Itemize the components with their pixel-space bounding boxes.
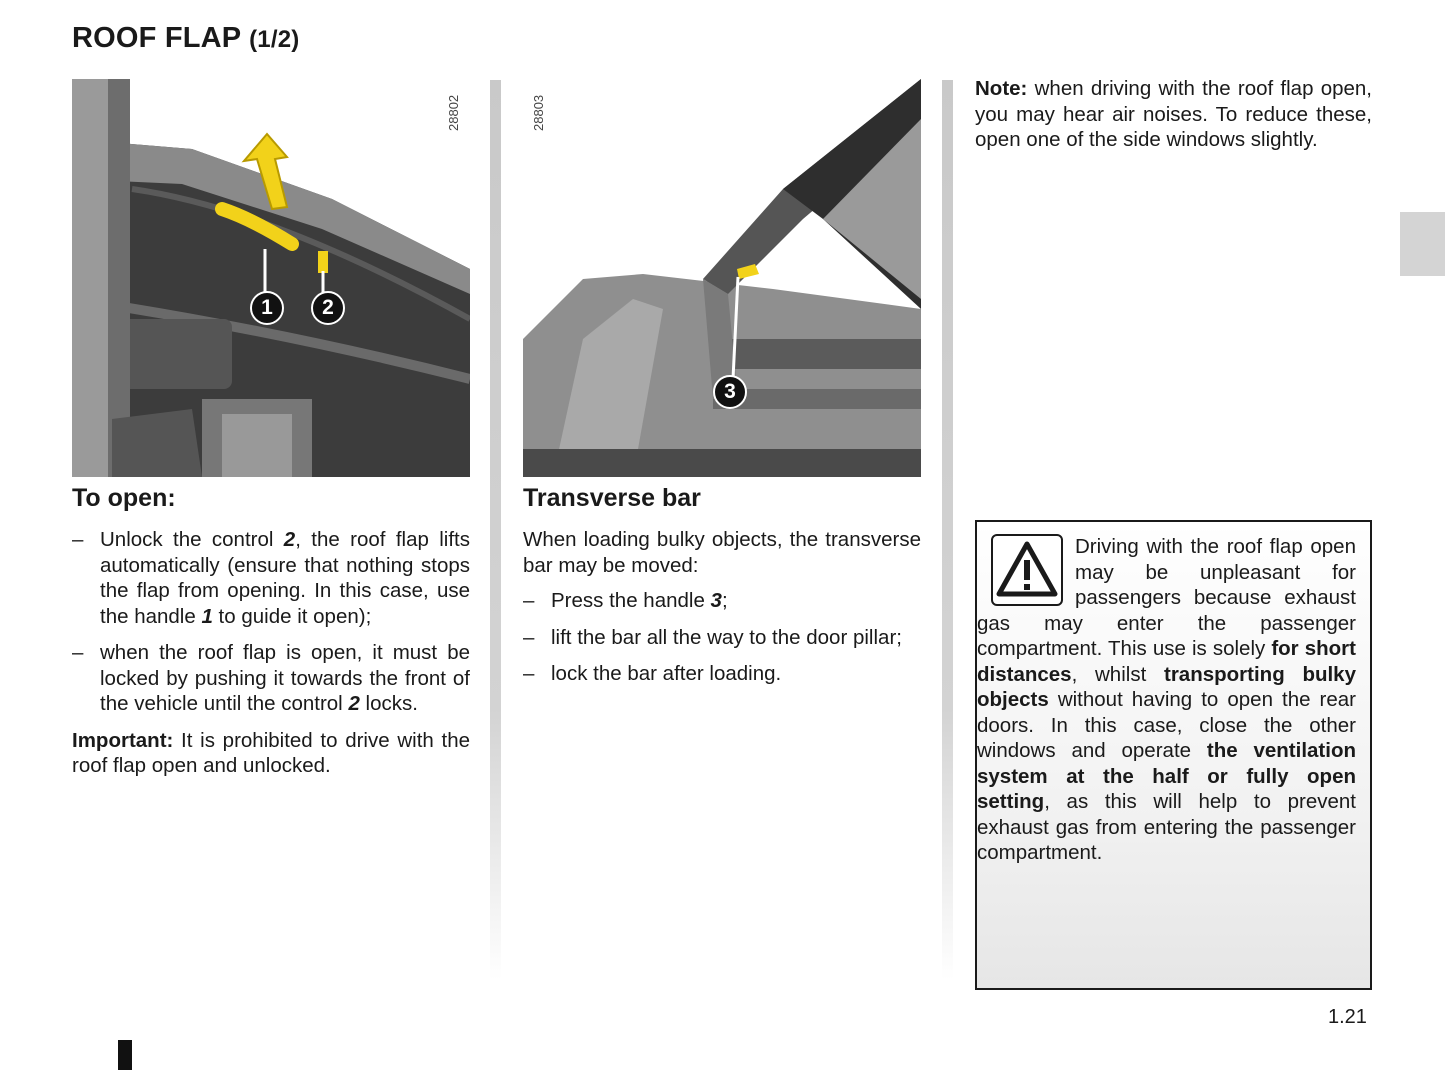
figure-code-left: 28802 [446, 94, 461, 131]
list-item: – lift the bar all the way to the door pillar; [523, 625, 921, 651]
chapter-tab [1400, 212, 1445, 276]
warning-emphasis: for short distances [977, 637, 1356, 686]
important-label: Important: [72, 728, 174, 752]
warning-text-part: , as this will help to prevent exhaust gas from entering the passenger compartment. [977, 790, 1356, 864]
list-item [72, 640, 470, 717]
important-text: It is prohibited to drive with the roof flap open and unlocked. [72, 728, 470, 777]
to-open-steps [72, 527, 470, 717]
figure-code-middle: 28803 [531, 94, 546, 131]
step-text: Unlock the control [100, 528, 284, 551]
warning-text-part: , whilst [1071, 662, 1164, 686]
step-text: locks. [359, 692, 418, 715]
transverse-intro: When loading bulky objects, the transverse bar may be moved: [523, 528, 921, 577]
column-divider-right [942, 80, 953, 980]
transverse-bar-heading: Transverse bar [523, 484, 701, 512]
ref-number: 3 [710, 589, 722, 612]
callout-3: 3 [713, 375, 747, 409]
page-title-part: (1/2) [249, 26, 300, 53]
warning-text-part: without having to open the rear doors. In this case, close the other windows and operate [977, 688, 1356, 762]
list-item: – lock the bar after loading. [523, 661, 921, 687]
to-open-heading: To open: [72, 484, 176, 512]
list-item [72, 527, 470, 629]
list-item [523, 588, 921, 614]
page-number: 1.21 [1328, 1006, 1367, 1028]
transverse-steps [523, 588, 921, 687]
warning-box [975, 520, 1372, 990]
note-label: Note: [975, 77, 1028, 100]
ref-number: 1 [201, 604, 213, 628]
ref-number: 2 [348, 692, 360, 715]
transverse-bar-illustration [523, 79, 921, 477]
warning-emphasis: the ventilation system at the half or fully open setting [977, 739, 1356, 813]
step-text: Press the handle [551, 589, 711, 612]
roof-flap-open-illustration [72, 79, 470, 477]
warning-emphasis: transporting bulky objects [977, 662, 1356, 711]
page-title [72, 22, 299, 55]
step-text: to guide it open); [212, 604, 372, 628]
callout-2: 2 [311, 291, 345, 325]
column-divider-left [490, 80, 501, 980]
warning-triangle-icon [991, 534, 1063, 606]
note-paragraph [975, 76, 1372, 153]
page-title-main: ROOF FLAP [72, 22, 241, 54]
to-open-section [72, 484, 470, 779]
step-text: , the roof flap lifts automatically (ensure that nothing stops the flap from opening. In this case, use the handle [100, 528, 470, 628]
step-text: ; [721, 589, 728, 612]
note-text: when driving with the roof flap open, you may hear air noises. To reduce these, open one of the side windows slightly. [975, 77, 1372, 151]
page-corner-mark [118, 1040, 132, 1070]
ref-number: 2 [283, 528, 296, 551]
transverse-bar-section [523, 484, 921, 698]
important-note [72, 728, 470, 779]
warning-text-part: Driving with the roof flap open may be unpleasant for passengers because exhaust gas may enter the passenger compartment. This use is solely [977, 535, 1356, 660]
step-text: when the roof flap is open, it must be locked by pushing it towards the front of the vehicle until the control [100, 641, 470, 715]
callout-1: 1 [250, 291, 284, 325]
